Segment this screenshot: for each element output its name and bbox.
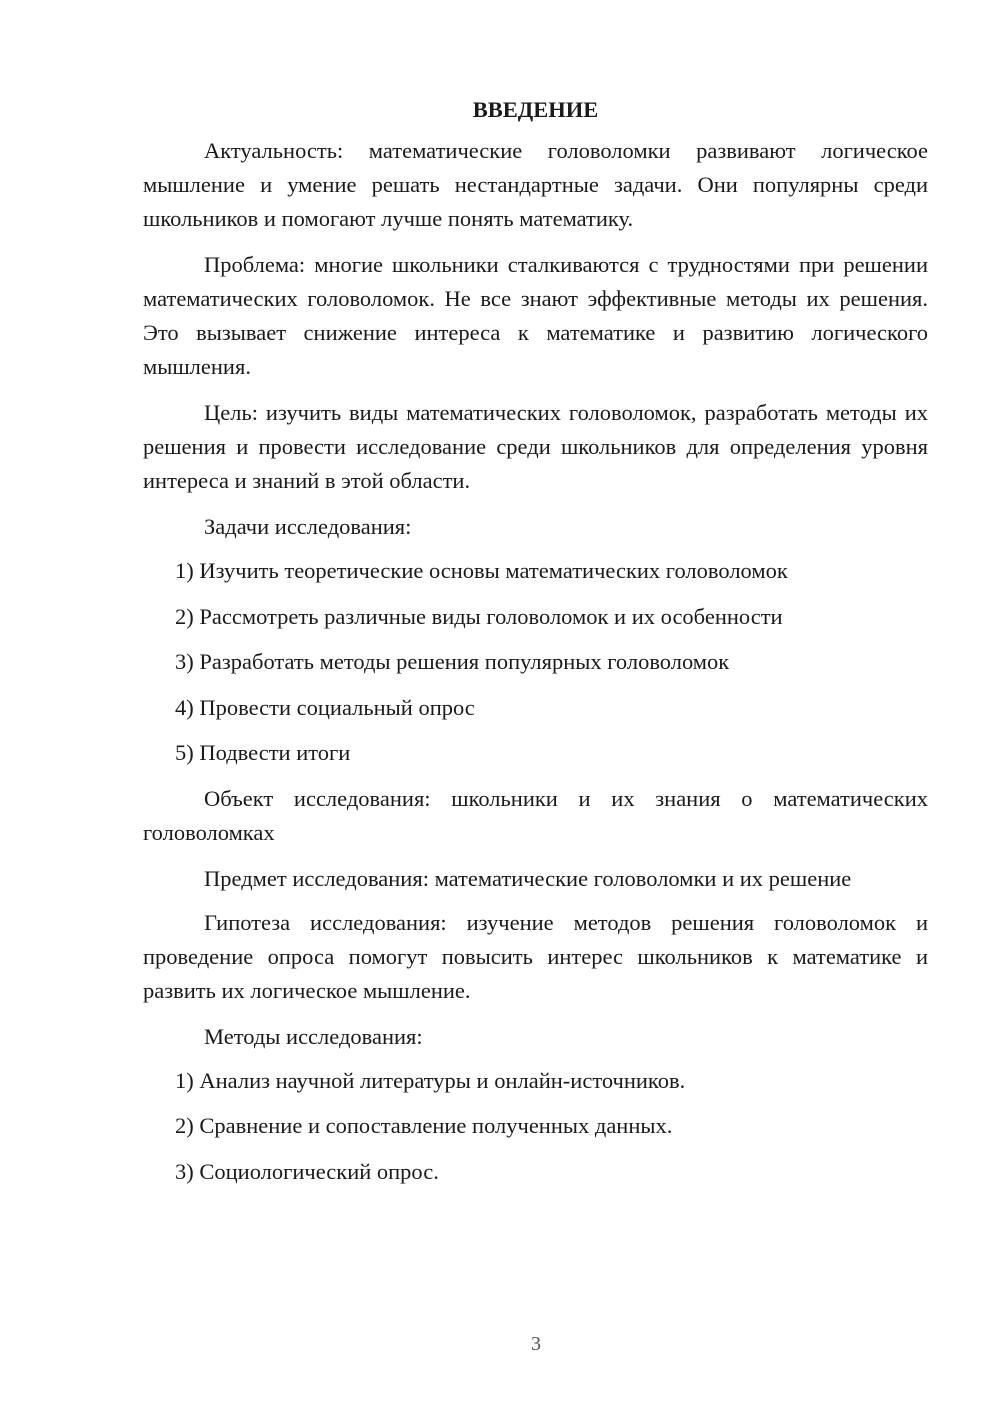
method-item: 1) Анализ научной литературы и онлайн-источников. [175, 1067, 686, 1093]
relevance-paragraph: Актуальность: математические головоломки развивают логическое мышление и умение решать нестандартные задачи. Они популярны среди школьников и помогают лучше понять математику. [143, 138, 928, 231]
task-item: 3) Разработать методы решения популярных головоломок [175, 649, 730, 674]
goal-paragraph: Цель: изучить виды математических головоломок, разработать методы их решения и провести исследование среди школьников для определения уровня интереса и знаний в этой области. [143, 400, 928, 493]
tasks-list [143, 554, 928, 770]
method-item: 2) Сравнение и сопоставление полученных данных. [175, 1113, 673, 1138]
page-number: 3 [531, 1333, 541, 1355]
methods-list [143, 1064, 928, 1189]
methods-title: Методы исследования: [204, 1023, 423, 1049]
hypothesis-paragraph: Гипотеза исследования: изучение методов решения головоломок и проведение опроса помогут повысить интерес школьников к математике и развить их логическое мышление. [143, 909, 928, 1003]
task-item: 1) Изучить теоретические основы математических головоломок [175, 558, 788, 583]
method-item: 3) Социологический опрос. [175, 1158, 439, 1184]
object-paragraph: Объект исследования: школьники и их знания о математических головоломках [143, 785, 928, 845]
task-item: 5) Подвести итоги [175, 740, 351, 765]
problem-paragraph: Проблема: многие школьники сталкиваются с трудностями при решении математических головоломок. Не все знают эффективные методы их решения. Это вызывает снижение интереса к математике и развитию логического мышления. [143, 252, 928, 379]
document-body [143, 96, 928, 1200]
tasks-title: Задачи исследования: [204, 514, 412, 539]
subject-paragraph: Предмет исследования: математические головоломки и их решение [204, 865, 852, 891]
task-item: 4) Провести социальный опрос [175, 694, 475, 720]
page-title: ВВЕДЕНИЕ [472, 97, 599, 122]
task-item: 2) Рассмотреть различные виды головоломок и их особенности [175, 603, 783, 629]
